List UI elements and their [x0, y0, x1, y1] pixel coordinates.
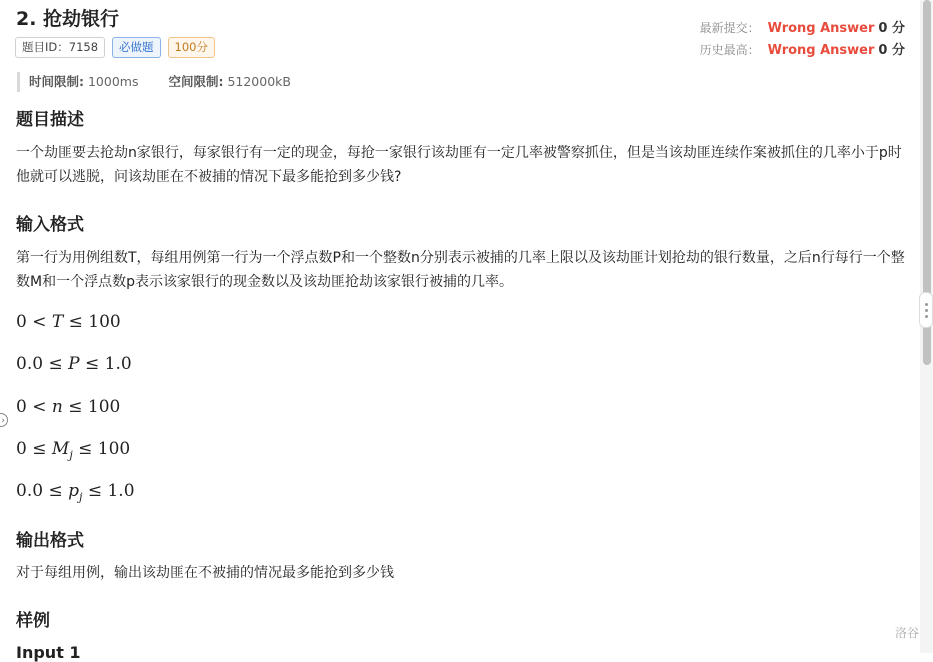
time-limit-value: 1000ms	[87, 74, 139, 89]
required-tag[interactable]: 必做题	[112, 37, 161, 58]
constraint-3: 0 < n ≤ 100	[16, 397, 121, 417]
constraint-1: 0 < T ≤ 100	[16, 312, 121, 332]
input-format-text: 第一行为用例组数T，每组用例第一行为一个浮点数P和一个整数n分别表示被捕的几率上限以及该劫匪计划抢劫的银行数量，之后n行每行一个整数M和一个浮点数p表示该家银行的现金数以及该劫匪抢劫该家银行被捕的几率。	[16, 250, 905, 290]
latest-submission-label: 最新提交：	[699, 21, 760, 35]
best-submission-result[interactable]: Wrong Answer	[767, 43, 875, 58]
latest-submission-status	[700, 17, 905, 36]
drag-handle-icon[interactable]	[919, 292, 933, 328]
output-format-heading: 输出格式	[16, 531, 84, 551]
best-submission-points: 0 分	[878, 43, 905, 58]
chevron-right-icon[interactable]: ›	[0, 413, 8, 427]
latest-submission-points: 0 分	[878, 21, 905, 36]
input-format-heading: 输入格式	[16, 215, 84, 235]
constraint-5: $0.0 \le p_j \le 1.0$	[16, 481, 135, 504]
constraint-2: 0.0 ≤ P ≤ 1.0	[16, 354, 132, 374]
best-submission-status	[700, 39, 905, 58]
sample-input-label: Input 1	[16, 643, 81, 662]
space-limit-value: 512000kB	[227, 74, 291, 89]
limits-bar	[17, 72, 291, 92]
output-format-text: 对于每组用例，输出该劫匪在不被捕的情况最多能抢到多少钱	[16, 565, 394, 581]
latest-submission-result[interactable]: Wrong Answer	[767, 21, 875, 36]
sample-heading: 样例	[16, 611, 50, 631]
description-text: 一个劫匪要去抢劫n家银行，每家银行有一定的现金，每抢一家银行该劫匪有一定几率被警察抓住，但是当该劫匪连续作案被抓住的几率小于p时他就可以逃脱，问该劫匪在不被捕的情况下最多能抢到多少钱?	[16, 145, 902, 185]
best-submission-label: 历史最高：	[699, 43, 760, 57]
time-limit-label: 时间限制:	[29, 74, 84, 89]
problem-tags	[15, 37, 215, 58]
score-tag: 100分	[168, 37, 215, 58]
description-heading: 题目描述	[16, 110, 84, 130]
site-watermark: 洛谷	[894, 626, 919, 640]
space-limit-label: 空间限制:	[168, 74, 224, 89]
problem-id-tag: 题目ID：7158	[15, 37, 105, 58]
constraint-4: $0 \le M_j \le 100$	[16, 439, 131, 462]
problem-title: 2. 抢劫银行	[16, 8, 120, 30]
